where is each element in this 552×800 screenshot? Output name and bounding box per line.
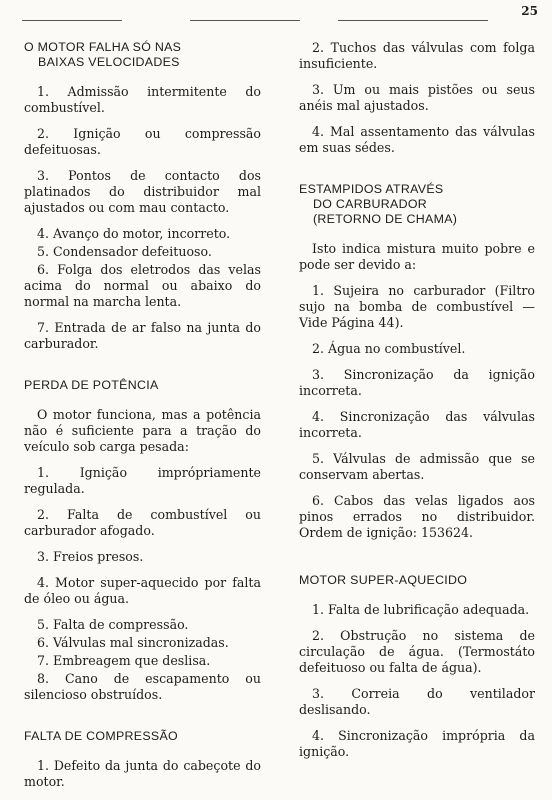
- list-item: 2. Tuchos das válvulas com folga insuficiente.: [299, 40, 535, 71]
- list-item: 3. Pontos de contacto dos platinados do distribuidor mal ajustados ou com mau contacto.: [24, 168, 261, 215]
- section-title-compression: [24, 729, 261, 744]
- list-item: 2. Água no combustível.: [312, 341, 466, 356]
- list-item: 3. Freios presos.: [37, 549, 144, 564]
- list-item: 7. Entrada de ar falso na junta do carburador.: [24, 320, 261, 351]
- section-title-line: FALTA DE COMPRESSÃO: [24, 729, 178, 743]
- section-title-backfire: [299, 182, 535, 227]
- section-intro: O motor funciona, mas a potência não é suficiente para a tração do veículo sob carga pesada:: [24, 407, 261, 454]
- section-title-line: O MOTOR FALHA SÓ NAS: [24, 40, 182, 54]
- section-title-overheating: [299, 573, 535, 588]
- header-rule-left: [22, 20, 122, 21]
- list-item: 4. Avanço do motor, incorreto.: [37, 226, 231, 241]
- section-title-line: MOTOR SUPER-AQUECIDO: [299, 573, 468, 587]
- section-title-line: BAIXAS VELOCIDADES: [38, 55, 180, 69]
- list-item: 7. Embreagem que deslisa.: [37, 653, 211, 668]
- page-number: 25: [521, 4, 538, 18]
- list-item: 1. Falta de lubrificação adequada.: [312, 602, 530, 617]
- header-rule-right: [338, 20, 488, 21]
- list-item: 8. Cano de escapamento ou silencioso obstruídos.: [24, 671, 261, 702]
- list-item: 2. Ignição ou compressão defeituosas.: [24, 126, 261, 157]
- list-item: 2. Obstrução no sistema de circulação de água. (Termostáto defeituoso ou falta de água).: [299, 628, 535, 675]
- list-item: 4. Sincronização das válvulas incorreta.: [299, 409, 535, 440]
- header-rule-mid: [190, 20, 300, 21]
- list-item: 4. Mal assentamento das válvulas em suas sédes.: [299, 124, 535, 155]
- right-column: [299, 40, 535, 770]
- list-item: 3. Correia do ventilador deslisando.: [299, 686, 535, 717]
- left-column: [24, 40, 261, 800]
- list-item: 1. Ignição imprópriamente regulada.: [24, 465, 261, 496]
- list-item: 4. Motor super-aquecido por falta de óleo ou água.: [24, 575, 261, 606]
- list-item: 5. Falta de compressão.: [37, 617, 189, 632]
- list-item: 1. Defeito da junta do cabeçote do motor.: [24, 758, 261, 789]
- list-item: 5. Condensador defeituoso.: [37, 244, 212, 259]
- section-gap: [24, 713, 261, 729]
- section-gap: [299, 551, 535, 573]
- list-item: 6. Válvulas mal sincronizadas.: [37, 635, 229, 650]
- section-title-line: (RETORNO DE CHAMA): [313, 212, 458, 226]
- section-title-line: DO CARBURADOR: [313, 197, 428, 211]
- list-item: 1. Admissão intermitente do combustível.: [24, 84, 261, 115]
- list-item: 2. Falta de combustível ou carburador afogado.: [24, 507, 261, 538]
- list-item: 3. Um ou mais pistões ou seus anéis mal ajustados.: [299, 82, 535, 113]
- list-item: 6. Folga dos eletrodos das velas acima do normal ou abaixo do normal na marcha lenta.: [24, 262, 261, 309]
- section-title-misfire: [24, 40, 261, 70]
- list-item: 6. Cabos das velas ligados aos pinos errados no distribuidor. Ordem de ignição: 153624.: [299, 493, 535, 540]
- list-item: 4. Sincronização imprópria da ignição.: [299, 728, 535, 759]
- section-title-line: ESTAMPIDOS ATRAVÉS: [299, 182, 444, 196]
- section-gap: [299, 166, 535, 182]
- section-title-line: PERDA DE POTÊNCIA: [24, 378, 159, 392]
- section-title-power-loss: [24, 378, 261, 393]
- section-gap: [24, 362, 261, 378]
- list-item: 1. Sujeira no carburador (Filtro sujo na bomba de combustível — Vide Página 44).: [299, 283, 535, 330]
- list-item: 3. Sincronização da ignição incorreta.: [299, 367, 535, 398]
- list-item: 5. Válvulas de admissão que se conservam abertas.: [299, 451, 535, 482]
- section-intro: Isto indica mistura muito pobre e pode ser devido a:: [299, 241, 535, 272]
